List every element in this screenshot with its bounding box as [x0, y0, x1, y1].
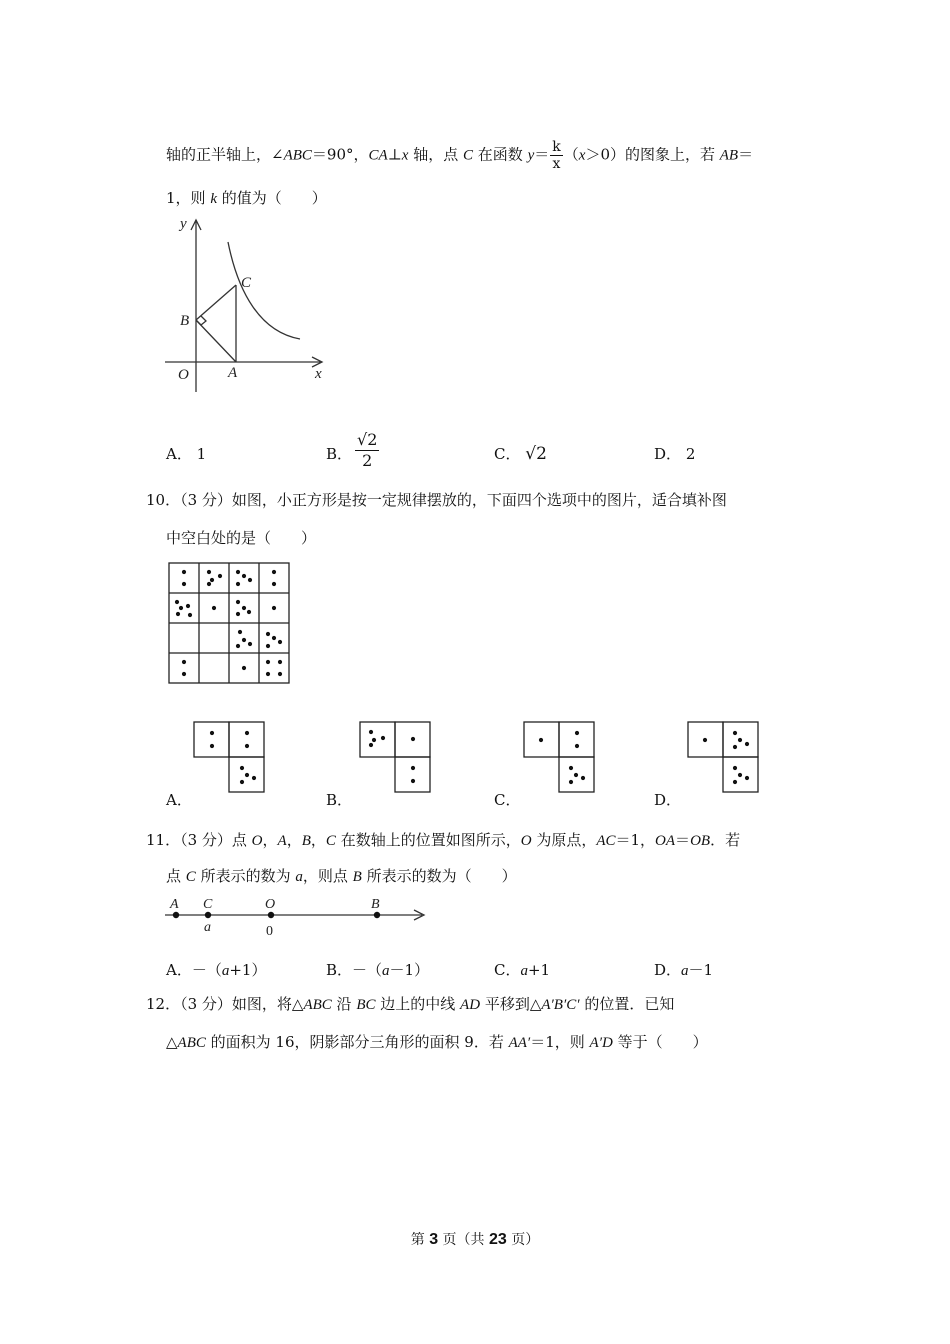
text: a [295, 869, 303, 885]
text: C． [494, 445, 521, 463]
point-c-label: C [241, 275, 252, 291]
k-over-x-fraction [550, 139, 562, 172]
text: AA′ [508, 1035, 531, 1051]
q9-option-b[interactable] [326, 444, 352, 464]
text: （ [563, 145, 579, 164]
text: ABC [303, 997, 332, 1013]
text: 2 [362, 451, 373, 470]
q12-line1 [146, 994, 674, 1015]
text: ＞0）的图象上，若 [585, 145, 720, 164]
q10-option-c-figure [522, 720, 600, 798]
text: －1） [389, 961, 430, 979]
text: A． [166, 445, 192, 463]
text: k [210, 191, 217, 207]
text: △ [166, 1033, 178, 1051]
text: 边上的中线 [375, 995, 461, 1013]
text: 1，则 [166, 189, 211, 207]
text: ABC [283, 147, 312, 164]
text: CA [368, 147, 388, 164]
q9-option-d[interactable] [654, 444, 695, 464]
q10-option-d-figure [686, 720, 764, 798]
q12-line2 [166, 1032, 708, 1053]
text: a [221, 963, 230, 979]
text: A． [166, 961, 192, 979]
q11-line2 [166, 866, 517, 887]
text: C [185, 869, 196, 885]
q9-option-b-fraction [355, 430, 379, 471]
text: ．若 [710, 831, 741, 849]
q10-line1: 10．（3 分）如图，小正方形是按一定规律摆放的，下面四个选项中的图片，适合填补图 [146, 491, 727, 509]
q11-line1 [146, 830, 740, 851]
text: B [301, 833, 311, 849]
text: 的面积为 16，阴影部分三角形的面积 9．若 [205, 1033, 509, 1051]
text: ，则点 [302, 867, 353, 885]
q11-option-a[interactable] [166, 960, 266, 981]
text: ＝ [738, 145, 754, 164]
text: 页） [506, 1232, 540, 1248]
text: －（ [191, 961, 222, 979]
q11-option-b[interactable] [326, 960, 429, 981]
text: 12．（3 分）如图，将△ [146, 995, 304, 1013]
text: C [325, 833, 336, 849]
text: C [463, 147, 474, 164]
text: 第 [410, 1232, 430, 1248]
page-number: 3 [429, 1231, 439, 1248]
point-a-label: A [170, 897, 179, 912]
text: 点 [166, 867, 186, 885]
text: OB [690, 833, 711, 849]
q11-option-c[interactable] [494, 960, 550, 981]
text: A [277, 833, 287, 849]
text: ， [310, 831, 326, 849]
y-axis-label: y [180, 216, 187, 232]
text: 2 [685, 445, 696, 463]
text: －（ [352, 961, 383, 979]
text: 为原点， [531, 831, 597, 849]
text: √2 [357, 430, 378, 449]
q9-option-a[interactable] [166, 444, 206, 464]
text: D． [654, 445, 682, 463]
text: 所表示的数为 [195, 867, 296, 885]
zero-label: 0 [266, 924, 273, 939]
text: O [520, 833, 532, 849]
text: a [520, 963, 528, 979]
text: x [552, 156, 561, 172]
text: x [401, 147, 409, 164]
q10-option-c[interactable]: C． [494, 791, 521, 809]
text: ⊥ [387, 145, 402, 164]
point-b-label: B [180, 313, 190, 329]
x-axis-label: x [315, 366, 322, 382]
q10-line2: 中空白处的是（ ） [166, 529, 317, 547]
text: x [578, 147, 586, 164]
text: +1 [527, 961, 551, 979]
text: 页（共 [438, 1232, 489, 1248]
q9-option-c[interactable] [494, 444, 547, 464]
text: ＝ [675, 831, 691, 849]
q9-hyperbola-figure [160, 212, 335, 397]
text: ABC [177, 1035, 206, 1051]
text: BC [356, 997, 376, 1013]
q10-option-b[interactable]: B． [326, 791, 353, 809]
origin-label: O [178, 367, 189, 383]
text: 1 [196, 445, 207, 463]
text: 的值为（ ） [216, 189, 327, 207]
text: ＝1， [615, 831, 656, 849]
text: B． [326, 445, 353, 463]
page-footer [0, 1229, 950, 1249]
text: ＝90°， [311, 145, 369, 164]
point-b-label: B [371, 897, 380, 912]
text: 平移到△ [480, 995, 542, 1013]
text: 沿 [331, 995, 357, 1013]
q10-option-a[interactable]: A． [166, 791, 192, 809]
text: 11．（3 分）点 [146, 831, 252, 849]
text: ＝1，则 [530, 1033, 590, 1051]
page-total: 23 [489, 1231, 507, 1248]
text: B． [326, 961, 353, 979]
text: y [527, 147, 535, 164]
text: 在数轴上的位置如图所示， [335, 831, 521, 849]
text: D． [654, 961, 682, 979]
q9-line2 [166, 188, 327, 209]
q10-option-a-figure [192, 720, 270, 798]
text: 轴的正半轴上，∠ [166, 145, 284, 164]
q10-option-d[interactable]: D． [654, 791, 682, 809]
text: C． [494, 961, 521, 979]
point-c-label: C [203, 897, 213, 912]
text: √2 [525, 444, 547, 464]
text: ， [286, 831, 302, 849]
q9-line1 [166, 139, 753, 172]
text: 的位置．已知 [579, 995, 675, 1013]
text: 所表示的数为（ ） [361, 867, 517, 885]
text: A′B′C′ [541, 997, 580, 1013]
q10-option-b-figure [358, 720, 436, 798]
text: k [552, 139, 561, 155]
text: O [251, 833, 263, 849]
q11-option-d[interactable] [654, 960, 713, 981]
value-a-label: a [204, 920, 211, 935]
text: OA [655, 833, 676, 849]
text: 在函数 [473, 145, 528, 164]
text: AB [719, 147, 739, 164]
point-a-label: A [228, 365, 238, 381]
text: B [352, 869, 362, 885]
text: 等于（ ） [612, 1033, 708, 1051]
text: a [382, 963, 390, 979]
text: AD [460, 997, 481, 1013]
text: ， [262, 831, 278, 849]
text: A′D [589, 1035, 613, 1051]
q10-dot-grid [168, 562, 292, 686]
text: ＝ [534, 145, 550, 164]
text: a [681, 963, 689, 979]
text: +1） [229, 961, 267, 979]
text: －1 [688, 961, 714, 979]
q11-number-line [160, 893, 430, 939]
origin-label: O [265, 897, 276, 912]
text: 轴，点 [408, 145, 464, 164]
text: AC [596, 833, 616, 849]
